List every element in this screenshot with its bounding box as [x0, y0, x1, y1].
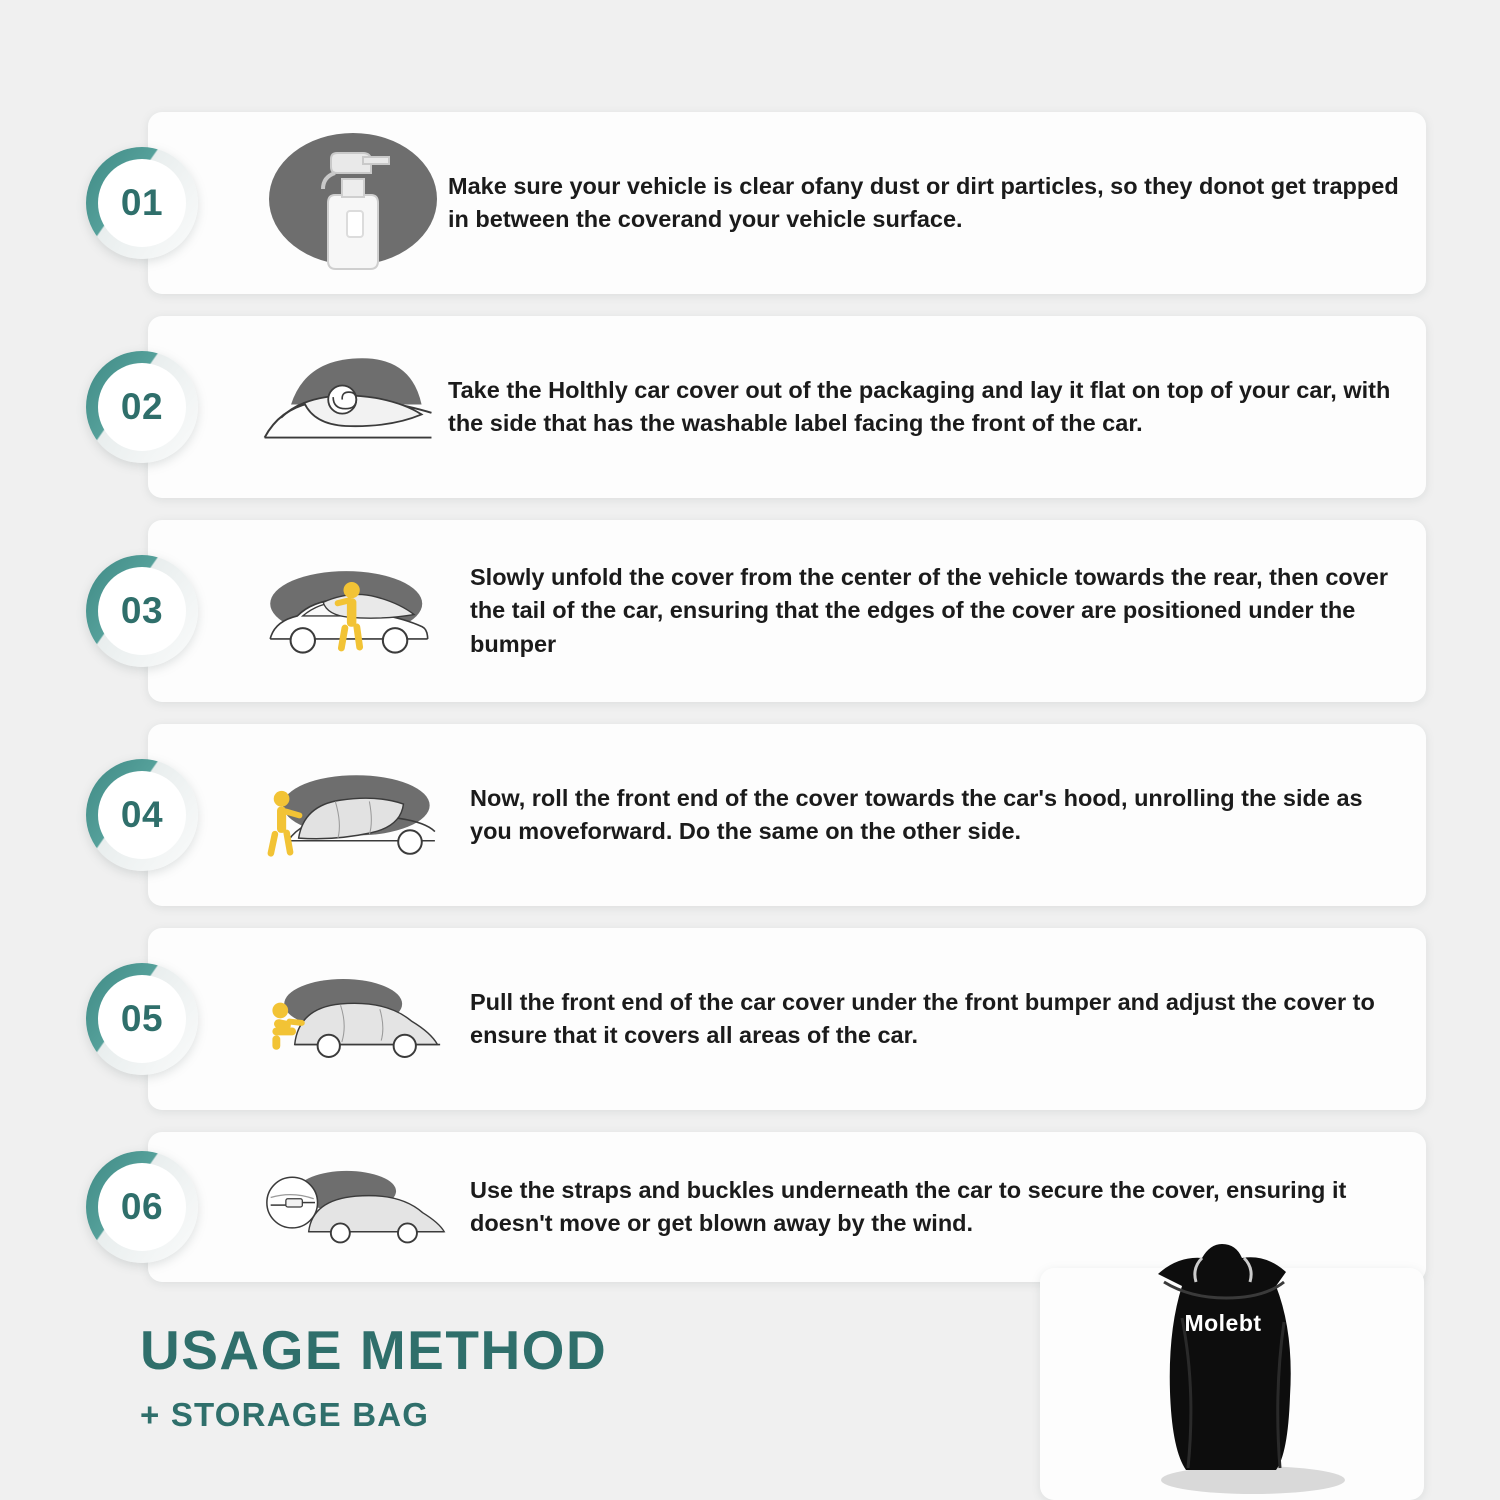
step-badge-03	[86, 555, 198, 667]
drawstring-bag-icon	[1098, 1218, 1348, 1500]
step-card-05	[148, 928, 1426, 1110]
step-number-06: 06	[98, 1163, 186, 1251]
person-rolling-cover-to-hood-icon	[258, 738, 448, 893]
step-row	[86, 724, 1426, 906]
step-number-01: 01	[98, 159, 186, 247]
step-row	[86, 316, 1426, 498]
step-badge-05	[86, 963, 198, 1075]
step-text-06: Use the straps and buckles underneath the car to secure the cover, ensuring it doesn't move or get blown away by the wind.	[470, 1176, 1347, 1236]
step-number-04: 04	[98, 771, 186, 859]
step-row	[86, 928, 1426, 1110]
storage-bag-image	[1098, 1218, 1348, 1500]
step-text-04: Now, roll the front end of the cover towards the car's hood, unrolling the side as you moveforward. Do the same on the other side.	[470, 784, 1363, 844]
step-card-04	[148, 724, 1426, 906]
step-badge-04	[86, 759, 198, 871]
step-number-05: 05	[98, 975, 186, 1063]
step-number-02: 02	[98, 363, 186, 451]
step-badge-06	[86, 1151, 198, 1263]
step-text-05: Pull the front end of the car cover under the front bumper and adjust the cover to ensure that it covers all areas of the car.	[470, 988, 1375, 1048]
strap-buckle-under-car-icon	[258, 1142, 448, 1272]
person-unfolding-cover-to-rear-icon	[258, 534, 448, 689]
step-text-01: Make sure your vehicle is clear ofany dust or dirt particles, so they donot get trapped in between the coverand your vehicle surface.	[448, 172, 1399, 232]
step-card-03	[148, 520, 1426, 702]
rolled-cover-on-car-icon	[258, 332, 448, 482]
page-subtitle: + STORAGE BAG	[140, 1396, 430, 1433]
step-row	[86, 520, 1426, 702]
step-card-02	[148, 316, 1426, 498]
footer-title-block	[140, 1318, 840, 1434]
bag-brand-label: Molebt	[1184, 1310, 1262, 1336]
step-text-02: Take the Holthly car cover out of the packaging and lay it flat on top of your car, with the side that has the washable label facing the front of the car.	[448, 376, 1391, 436]
step-row	[86, 112, 1426, 294]
page-title: USAGE METHOD	[140, 1319, 608, 1381]
step-badge-02	[86, 351, 198, 463]
step-card-01	[148, 112, 1426, 294]
steps-list	[86, 112, 1426, 1304]
person-tucking-cover-under-bumper-icon	[258, 944, 448, 1094]
step-text-03: Slowly unfold the cover from the center of the vehicle towards the rear, then cover the tail of the car, ensuring that the edges of the cover are positioned under the bumper	[470, 563, 1389, 657]
step-number-03: 03	[98, 567, 186, 655]
spray-bottle-icon	[263, 123, 443, 283]
step-badge-01	[86, 147, 198, 259]
